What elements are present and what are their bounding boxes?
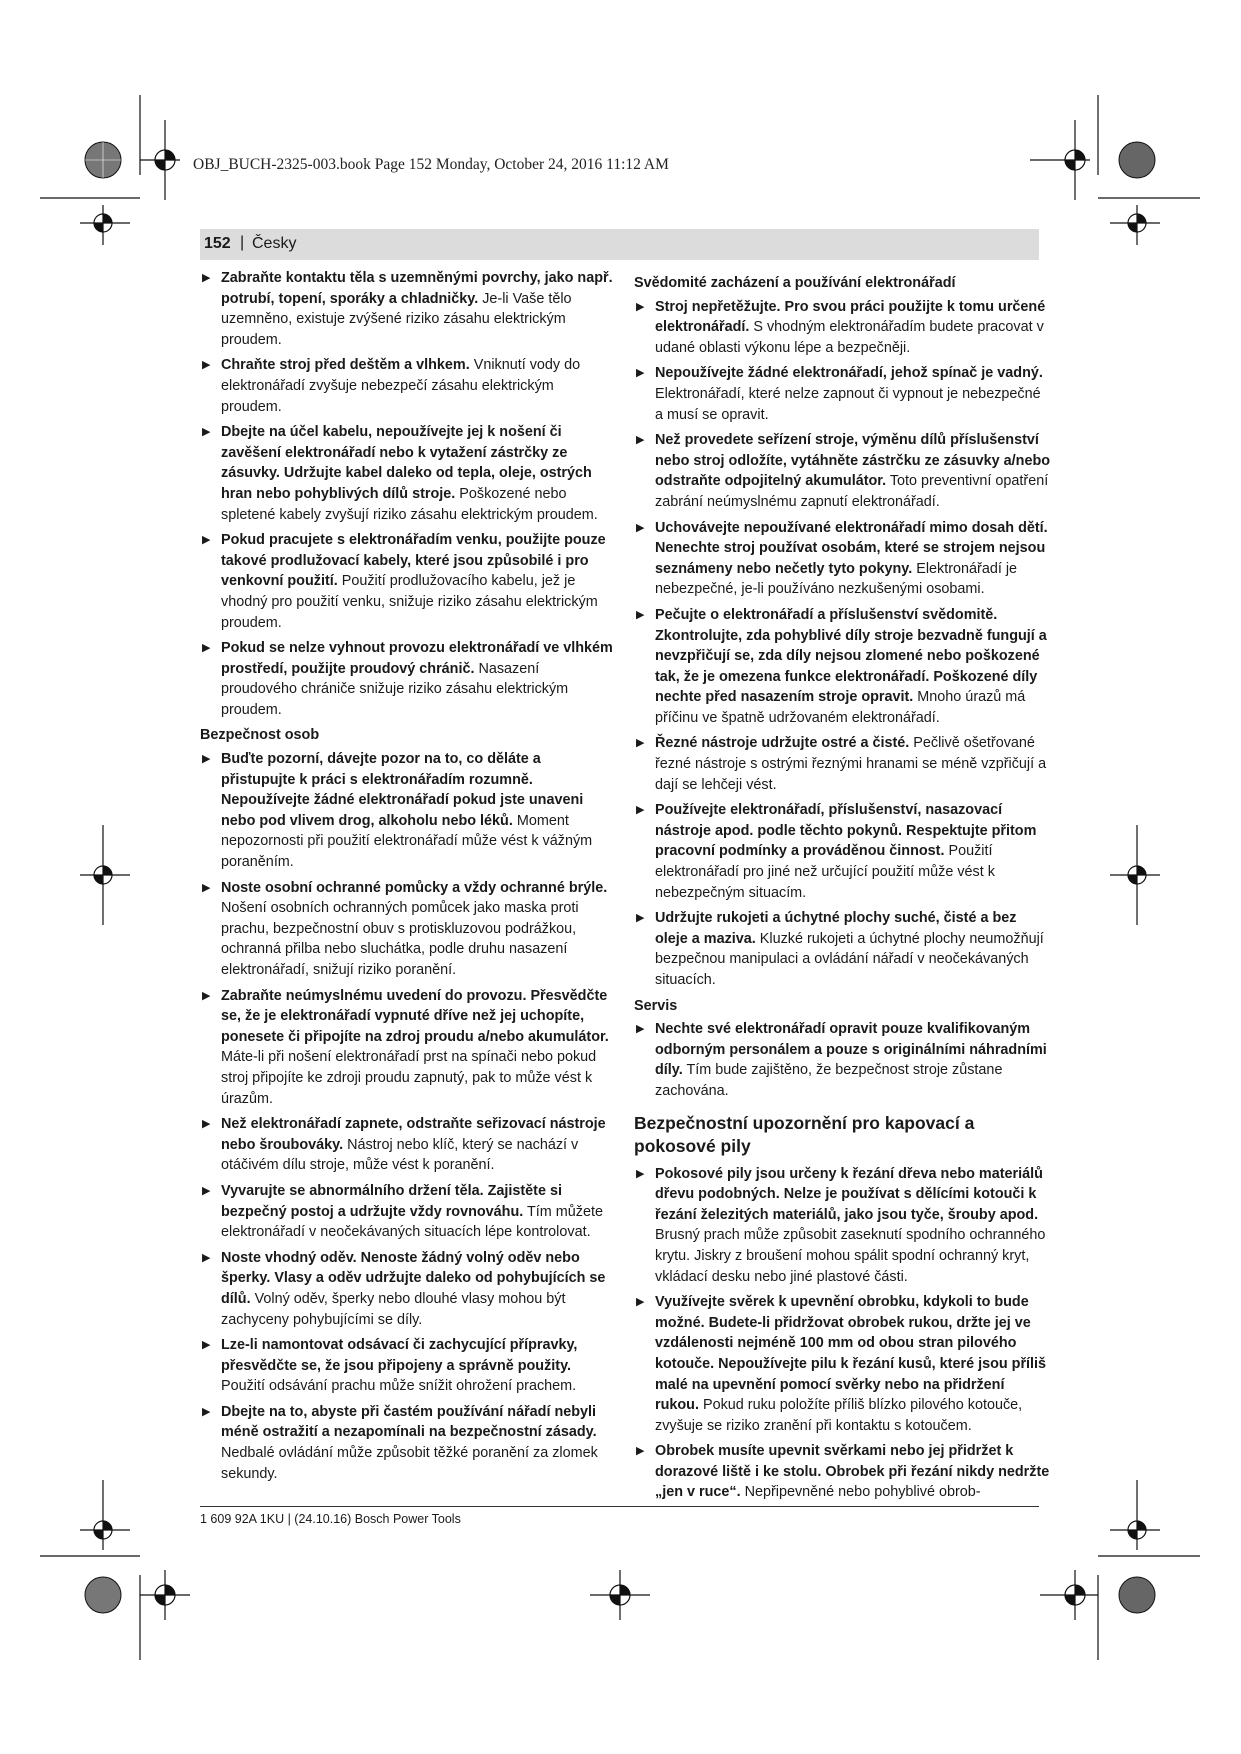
- bullet-arrow-icon: ▶: [636, 1167, 645, 1180]
- safety-instruction: [634, 297, 1052, 359]
- instruction-text: Toto preventivní opatření zabrání neúmyslnému zapnutí elektronářadí.: [655, 473, 1049, 510]
- crosshair-right-lower: [1110, 1480, 1160, 1550]
- safety-instruction: [634, 1441, 1052, 1503]
- instruction-bold: Dbejte na účel kabelu, nepoužívejte jej k nošení či zavěšení elektronářadí nebo k vytažení zástrčky ze zásuvky. Udržujte kabel daleko od tepla, oleje, ostrých hran nebo pohyblivých dílů stroje.: [221, 424, 592, 502]
- instruction-text: Použití prodlužovacího kabelu, jež je vhodný pro použití venku, snižuje riziko zásahu elektrickým proudem.: [221, 573, 598, 631]
- safety-instruction: [200, 638, 615, 720]
- safety-instruction: [200, 1181, 615, 1243]
- header-separator: |: [240, 234, 245, 251]
- bullet-arrow-icon: ▶: [202, 1339, 211, 1352]
- crosshair-bottom-center: [590, 1570, 650, 1620]
- bullet-arrow-icon: ▶: [636, 912, 645, 925]
- instruction-bold: Než provedete seřízení stroje, výměnu dílů příslušenství nebo stroj odložíte, vytáhněte zástrčku ze zásuvky a/nebo odstraňte odpojitelný akumulátor.: [655, 432, 1051, 490]
- crosshair-left-lower: [80, 1480, 130, 1550]
- safety-instruction: [634, 1019, 1052, 1101]
- safety-instruction: [200, 1402, 615, 1484]
- instruction-text: Vniknutí vody do elektronářadí zvyšuje nebezpečí zásahu elektrickým proudem.: [221, 357, 581, 415]
- instruction-text: S vhodným elektronářadím budete pracovat v udané oblasti výkonu lépe a bezpečněji.: [655, 319, 1044, 356]
- instruction-bold: Obrobek musíte upevnit svěrkami nebo jej přidržet k dorazové liště i ke stolu. Obrobek při řezání nikdy nedržte „jen v ruce“.: [655, 1443, 1050, 1501]
- crop-rosette-top-left: [85, 142, 121, 178]
- instruction-bold: Než elektronářadí zapnete, odstraňte seřizovací nástroje nebo šroubováky.: [221, 1116, 606, 1153]
- bullet-arrow-icon: ▶: [202, 272, 211, 284]
- instruction-bold: Dbejte na to, abyste při častém používání nářadí nebyli méně ostražití a nezapomínali na bezpečnostní zásady.: [221, 1403, 597, 1441]
- bullet-arrow-icon: ▶: [202, 1251, 211, 1264]
- bullet-arrow-icon: ▶: [202, 753, 211, 766]
- instruction-text: Je-li Vaše tělo uzemněno, existuje zvýšené riziko zásahu elektrickým proudem.: [221, 290, 572, 348]
- safety-instruction: [634, 363, 1052, 425]
- instruction-text: Poškozené nebo spletené kabely zvyšují riziko zásahu elektrickým proudem.: [221, 485, 598, 523]
- safety-instruction: [200, 749, 615, 873]
- instruction-bold: Pokosové pily jsou určeny k řezání dřeva nebo materiálů dřevu podobných. Nelze je používat s dělícími kotouči k řezání železitých materiálů, jako jsou tyče, šrouby apod.: [655, 1165, 1043, 1223]
- bullet-arrow-icon: ▶: [636, 434, 645, 447]
- instruction-bold: Řezné nástroje udržujte ostré a čisté.: [655, 735, 910, 752]
- bullet-arrow-icon: ▶: [636, 367, 645, 380]
- instruction-bold: Lze-li namontovat odsávací či zachycující přípravky, přesvědčte se, že jsou připojeny a správně použity.: [221, 1337, 578, 1374]
- page-footer: 1 609 92A 1KU | (24.10.16) Bosch Power Tools: [200, 1512, 461, 1526]
- instruction-text: Moment nepozornosti při použití elektronářadí může vést k vážným poraněním.: [221, 812, 593, 871]
- instruction-text: Volný oděv, šperky nebo dlouhé vlasy mohou být zachyceny pohybujícími se díly.: [221, 1290, 566, 1328]
- safety-instruction: [634, 800, 1052, 903]
- bullet-arrow-icon: ▶: [202, 1118, 211, 1131]
- bullet-arrow-icon: ▶: [636, 737, 645, 750]
- instruction-bold: Pečujte o elektronářadí a příslušenství svědomitě. Zkontrolujte, zda pohyblivé díly stroje bezvadně fungují a nevzpřičují se, zda díly nejsou zlomené nebo poškozené tak, že je omezena funkce elektronářadí. Poškozené díly nechte před nasazením stroje opravit.: [655, 606, 1047, 706]
- crop-rosette-bottom-right: [1119, 1577, 1155, 1613]
- crosshair-bottom-left: [140, 1570, 190, 1620]
- instruction-text: Elektronářadí je nebezpečné, je-li používáno nezkušenými osobami.: [655, 560, 1018, 598]
- instruction-bold: Noste vhodný oděv. Nenoste žádný volný oděv nebo šperky. Vlasy a oděv udržujte daleko od pohybujících se dílů.: [221, 1249, 606, 1307]
- instruction-text: Nošení osobních ochranných pomůcek jako maska proti prachu, bezpečnostní obuv s protiskluzovou podrážkou, ochranná přilba nebo sluchátka, podle druhu nasazení elektronářadí, snižují riziko poranění.: [221, 900, 579, 978]
- instruction-bold: Využívejte svěrek k upevnění obrobku, kdykoli to bude možné. Budete-li přidržovat obrobek rukou, držte jej ve vzdálenosti nejméně 100 mm od obou stran pilového kotouče. Nepoužívejte pilu k řezání kusů, které jsou příliš malé na upevnění pomocí svěrky nebo na přidržení rukou.: [655, 1294, 1047, 1414]
- instruction-text: Tím můžete elektronářadí v neočekávaných situacích lépe kontrolovat.: [221, 1203, 603, 1241]
- instruction-text: Pokud ruku položíte příliš blízko pilového kotouče, zvyšuje se riziko zranění při kontaktu s kotoučem.: [655, 1397, 1023, 1434]
- bullet-arrow-icon: ▶: [636, 1296, 645, 1309]
- safety-instruction: [200, 1248, 615, 1330]
- safety-instruction: [200, 878, 615, 981]
- instruction-text: Nepřipevněné nebo pohyblivé obrob-: [740, 1484, 981, 1501]
- instruction-bold: Nepoužívejte žádné elektronářadí, jehož spínač je vadný.: [655, 365, 1043, 382]
- crosshair-top-left: [140, 120, 180, 200]
- page-header: [200, 229, 1039, 260]
- instruction-bold: Uchovávejte nepoužívané elektronářadí mimo dosah dětí. Nenechte stroj používat osobám, které se strojem nejsou seznámeny nebo nečetly tyto pokyny.: [655, 519, 1048, 577]
- safety-instruction: [634, 1292, 1052, 1436]
- language-label: Česky: [252, 235, 297, 252]
- bullet-arrow-icon: ▶: [202, 359, 211, 372]
- section-heading: Servis: [634, 997, 678, 1014]
- file-slug: OBJ_BUCH-2325-003.book Page 152 Monday, October 24, 2016 11:12 AM: [193, 156, 669, 173]
- instruction-bold: Buďte pozorní, dávejte pozor na to, co děláte a přistupujte k práci s elektronářadím rozumně. Nepoužívejte žádné elektronářadí pokud jste unaveni nebo pod vlivem drog, alkoholu nebo léků.: [221, 751, 584, 829]
- bullet-arrow-icon: ▶: [202, 881, 211, 894]
- instruction-text: Použití elektronářadí pro jiné než určující použití může vést k nebezpečným situacím.: [655, 843, 995, 901]
- bullet-arrow-icon: ▶: [202, 426, 211, 439]
- crosshair-bottom-right: [1040, 1570, 1098, 1620]
- page-number: 152: [204, 235, 231, 252]
- crosshair-left-middle: [80, 825, 130, 925]
- bullet-arrow-icon: ▶: [636, 608, 645, 621]
- instruction-bold: Pokud se nelze vyhnout provozu elektronářadí ve vlhkém prostředí, použijte proudový chránič.: [221, 640, 613, 677]
- instruction-bold: Udržujte rukojeti a úchytné plochy suché, čisté a bez oleje a maziva.: [655, 910, 1017, 947]
- safety-instruction: [634, 1164, 1052, 1288]
- bullet-arrow-icon: ▶: [202, 1405, 211, 1418]
- bullet-arrow-icon: ▶: [636, 521, 645, 534]
- instruction-bold: Pokud pracujete s elektronářadím venku, použijte pouze takové prodlužovací kabely, které jsou způsobilé i pro venkovní použití.: [221, 532, 606, 590]
- instruction-bold: Zabraňte kontaktu těla s uzemněnými povrchy, jako např. potrubí, topení, sporáky a chladničky.: [221, 270, 613, 307]
- instruction-text: Kluzké rukojeti a úchytné plochy neumožňují bezpečnou manipulaci a ovládání nářadí v neočekávaných situacích.: [655, 930, 1044, 988]
- bullet-arrow-icon: ▶: [202, 642, 211, 655]
- safety-instruction: [634, 518, 1052, 600]
- chapter-heading: Bezpečnostní upozornění pro kapovací a pokosové pily: [634, 1112, 975, 1156]
- instruction-text: Mnoho úrazů má příčinu ve špatně udržovaném elektronářadí.: [655, 689, 1026, 726]
- instruction-text: Máte-li při nošení elektronářadí prst na spínači nebo pokud stroj připojíte ke zdroji proudu zapnutý, pak to může vést k úrazům.: [221, 1049, 597, 1107]
- left-column: [200, 268, 615, 1489]
- bullet-arrow-icon: ▶: [202, 989, 211, 1002]
- instruction-text: Pečlivě ošetřované řezné nástroje s ostrými řeznými hranami se méně vzpřičují a dají se lehčeji vést.: [655, 735, 1047, 793]
- instruction-bold: Vyvarujte se abnormálního držení těla. Zajistěte si bezpečný postoj a udržujte vždy rovnováhu.: [221, 1182, 562, 1220]
- safety-instruction: [200, 422, 615, 525]
- instruction-text: Nedbalé ovládání může způsobit těžké poranění za zlomek sekundy.: [221, 1445, 598, 1482]
- safety-instruction: [634, 605, 1052, 729]
- right-column: [634, 268, 1052, 1508]
- instruction-bold: Nechte své elektronářadí opravit pouze kvalifikovaným odborným personálem a pouze s originálními náhradními díly.: [655, 1021, 1047, 1079]
- crosshair-left-upper: [80, 205, 130, 245]
- bullet-arrow-icon: ▶: [636, 300, 645, 313]
- instruction-bold: Chraňte stroj před deštěm a vlhkem.: [221, 357, 470, 374]
- safety-instruction: [200, 268, 615, 350]
- crop-rosette-bottom-left: [85, 1577, 121, 1613]
- instruction-text: Nástroj nebo klíč, který se nachází v otáčivém dílu stroje, může vést k poranění.: [221, 1136, 579, 1174]
- crosshair-right-middle: [1110, 825, 1160, 925]
- instruction-bold: Stroj nepřetěžujte. Pro svou práci použijte k tomu určené elektronářadí.: [655, 298, 1046, 336]
- bullet-arrow-icon: ▶: [636, 1445, 645, 1458]
- bullet-arrow-icon: ▶: [202, 534, 211, 547]
- safety-instruction: [634, 733, 1052, 795]
- crosshair-top-right: [1030, 120, 1090, 200]
- crosshair-right-upper: [1110, 205, 1160, 245]
- crop-rosette-top-right: [1119, 142, 1155, 178]
- instruction-text: Elektronářadí, které nelze zapnout či vypnout je nebezpečné a musí se opravit.: [655, 385, 1041, 423]
- safety-instruction: [200, 986, 615, 1110]
- instruction-text: Použití odsávání prachu může snížit ohrožení prachem.: [221, 1378, 577, 1395]
- instruction-bold: Zabraňte neúmyslnému uvedení do provozu. Přesvědčte se, že je elektronářadí vypnuté dříve než jej uchopíte, ponesete či připojíte na zdroj proudu a/nebo akumulátor.: [221, 987, 609, 1045]
- section-heading: Svědomité zacházení a používání elektronářadí: [634, 275, 956, 291]
- safety-instruction: [200, 1114, 615, 1176]
- instruction-bold: Noste osobní ochranné pomůcky a vždy ochranné brýle.: [221, 879, 608, 896]
- instruction-text: Brusný prach může způsobit zaseknutí spodního ochranného krytu. Jiskry z broušení mohou spálit spodní ochranný kryt, vkládací desku nebo jiné plastové části.: [655, 1227, 1046, 1285]
- instruction-bold: Používejte elektronářadí, příslušenství, nasazovací nástroje apod. podle těchto pokynů. Respektujte přitom pracovní podmínky a prováděnou činnost.: [655, 802, 1037, 860]
- instruction-text: Nasazení proudového chrániče snižuje riziko zásahu elektrickým proudem.: [221, 660, 569, 718]
- bullet-arrow-icon: ▶: [636, 804, 645, 817]
- footer-rule: [200, 1506, 1039, 1507]
- safety-instruction: [634, 430, 1052, 512]
- bullet-arrow-icon: ▶: [636, 1023, 645, 1036]
- safety-instruction: [200, 1335, 615, 1397]
- section-heading: Bezpečnost osob: [200, 727, 320, 744]
- safety-instruction: [200, 355, 615, 417]
- bullet-arrow-icon: ▶: [202, 1184, 211, 1197]
- instruction-text: Tím bude zajištěno, že bezpečnost stroje zůstane zachována.: [655, 1062, 1003, 1099]
- safety-instruction: [634, 908, 1052, 990]
- safety-instruction: [200, 530, 615, 633]
